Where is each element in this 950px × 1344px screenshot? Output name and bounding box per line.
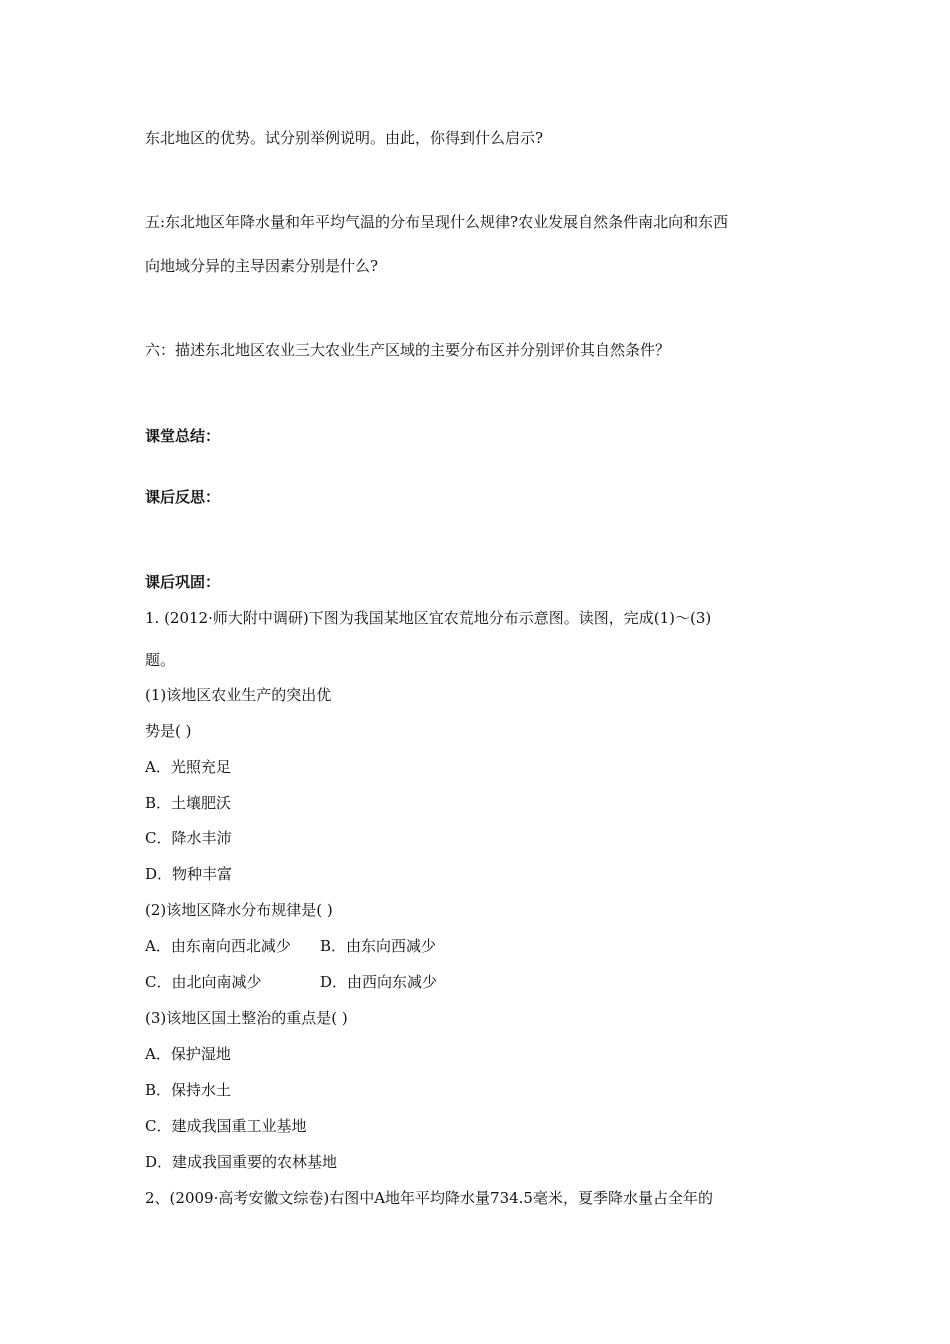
option-d: D．建成我国重要的农林基地 <box>145 1153 338 1171</box>
exercise-2-stem: 2、(2009·高考安徽文综卷)右图中A地年平均降水量734.5毫米，夏季降水量占全年的 <box>145 1189 713 1207</box>
option-c: C．由北向南减少 <box>145 973 262 991</box>
class-summary-heading: 课堂总结： <box>145 427 221 445</box>
exercise-1-stem-line-1: 1. (2012·师大附中调研)下图为我国某地区宜农荒地分布示意图。读图，完成(1)～(3) <box>145 609 712 627</box>
option-b: B．保持水土 <box>145 1081 232 1099</box>
option-d: D．由西向东减少 <box>320 973 438 991</box>
sub-question-1-line-2: 势是( ) <box>145 722 192 740</box>
option-b: B．由东向西减少 <box>320 937 437 955</box>
question-5-line-2: 向地域分异的主导因素分别是什么? <box>145 257 379 275</box>
option-c: C．建成我国重工业基地 <box>145 1117 307 1135</box>
option-a: A．光照充足 <box>145 758 231 776</box>
options-a-b <box>145 936 436 956</box>
option-a: A．保护湿地 <box>145 1045 231 1063</box>
sub-question-3: (3)该地区国土整治的重点是( ) <box>145 1009 348 1027</box>
option-d: D．物种丰富 <box>145 865 233 883</box>
option-c: C．降水丰沛 <box>145 829 232 847</box>
question-5-line-1: 五:东北地区年降水量和年平均气温的分布呈现什么规律?农业发展自然条件南北向和东西 <box>145 213 729 231</box>
after-class-consolidation-heading: 课后巩固： <box>145 573 221 591</box>
options-c-d <box>145 972 437 992</box>
after-class-reflection-heading: 课后反思： <box>145 488 221 506</box>
question-6: 六：描述东北地区农业三大农业生产区域的主要分布区并分别评价其自然条件？ <box>145 341 671 359</box>
sub-question-2: (2)该地区降水分布规律是( ) <box>145 901 333 919</box>
option-b: B．土壤肥沃 <box>145 794 232 812</box>
sub-question-1-line-1: (1)该地区农业生产的突出优 <box>145 686 332 704</box>
text-line: 东北地区的优势。试分别举例说明。由此，你得到什么启示? <box>145 129 544 147</box>
exercise-1-stem-line-2: 题。 <box>145 651 176 669</box>
option-a: A．由东南向西北减少 <box>145 937 291 955</box>
